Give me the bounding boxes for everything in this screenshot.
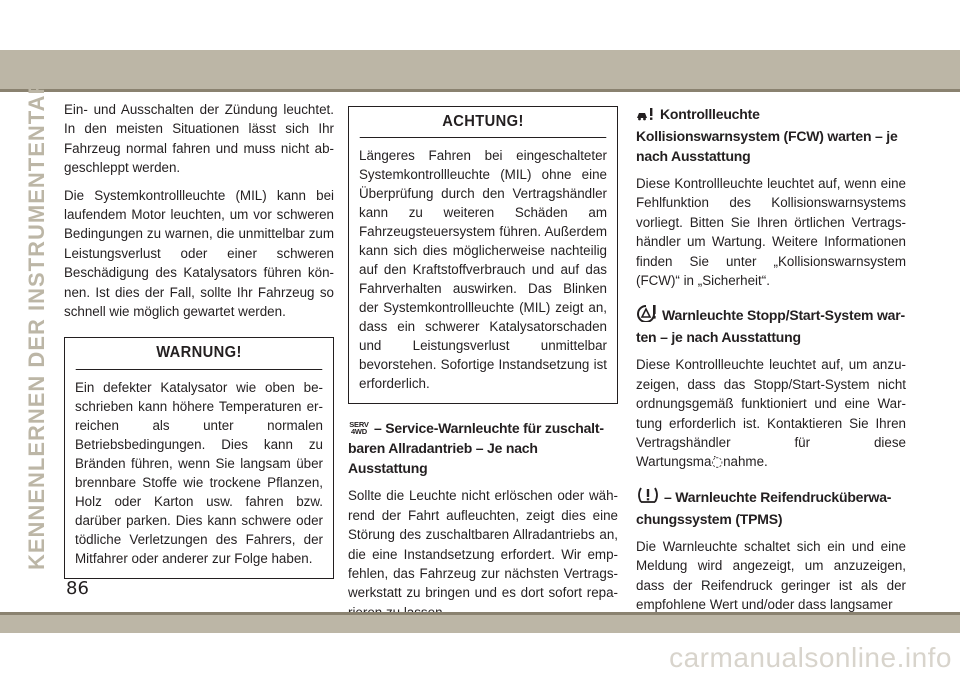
chapter-side-tab (22, 49, 52, 571)
watermark-url: carmanualsonline.info (669, 642, 952, 673)
warning-text: Ein defekter Katalysator wie oben beschrieben kann höhere Temperaturen erreichen als unter normalen Betriebsbedingungen. Dies kann zu Bränden führen, wenn Sie langsam über brennbare Stoffe wie trockene Pflanzen, Holz oder Karton usw. fahren bzw. darüber parken. Dies kann schwere oder tödliche Verletzungen des Fahrers, der Mitfahrer oder anderer zur Folge haben. (75, 379, 323, 566)
paragraph: Diese Kontrollleuchte leuchtet auf, um anzuzeigen, dass das Stopp/Start-System nicht ordnungsgemäß funktioniert und eine Wartung erforderlich ist. Kontaktieren Sie Ihren Vertragshändler für diese Wartungsma߭nahme. (636, 357, 906, 470)
paragraph: Die Warnleuchte schaltet sich ein und eine Meldung wird angezeigt, um anzuzeigen, dass der Reifendruck geringer ist als der empfohlene Wert und/oder dass langsamer (636, 538, 906, 613)
top-header (0, 0, 960, 50)
caution-text: Längeres Fahren bei eingeschalteter Systemkontrollleuchte (MIL) ohne eine Überprüfung durch den Vertragshändler kann zu weiteren Schäden am Fahrzeugsteuersystem führen. Außerdem kann sich dies möglicherweise nachteilig auf den Kraftstoffverbrauch und auf das Fahrverhalten auswirken. Das Blinken der Systemkontrollleuchte (MIL) zeigt an, dass ein schwerer Katalysatorschaden und Leistungsverlust unmittelbar bevorstehen. Sofortige Instandsetzung ist erforderlich. (359, 148, 607, 392)
section-heading-fcw (636, 104, 906, 166)
tire-pressure-icon (636, 486, 660, 509)
heading-text: Warnleuchte Stopp/Start-System warten – je nach Ausstattung (636, 307, 906, 346)
heading-text: Kontrollleuchte Kollisionswarnsystem (FCW) warten – je nach Ausstattung (636, 106, 898, 164)
warning-box (64, 337, 334, 578)
heading-text: – Service-Warnleuchte für zuschaltbaren Allradantrieb – Je nach Ausstattung (348, 420, 604, 477)
header-band (0, 50, 960, 89)
caution-box (348, 106, 618, 404)
header-rule (0, 89, 960, 92)
heading-text: – Warnleuchte Reifendrucküberwachungssystem (TPMS) (636, 488, 892, 527)
footer-band (0, 615, 960, 633)
stop-start-warning-icon (636, 304, 658, 327)
paragraph: Diese Kontrollleuchte leuchtet auf, wenn eine Fehlfunktion des Kollisionswarnsystems vorliegt. Bitten Sie Ihren örtlichen Vertragshändler um Wartung. Weitere Informationen finden Sie unter „Kollisionswarnsystem (FCW)“ in „Sicherheit“. (636, 176, 906, 289)
section-heading-serv-4wd (348, 418, 618, 478)
serv-4wd-icon: SERV 4WD (349, 419, 369, 437)
page-number: 86 (66, 578, 89, 599)
section-heading-tpms (636, 486, 906, 529)
section-heading-stop-start (636, 304, 906, 347)
chapter-title: KENNENLERNEN DER INSTRUMENTENTAFEL (24, 49, 50, 571)
paragraph: Sollte die Leuchte nicht erlöschen oder während der Fahrt aufleuchten, zeigt dies eine Störung des zuschaltbaren Allradantriebs an, die eine Instandsetzung erfordert. Wir empfehlen, das Fahrzeug zur nächsten Vertragswerkstatt zu bringen und es dort sofort repa (348, 488, 618, 601)
warning-title: WARNUNG! (76, 338, 323, 369)
paragraph: Die Systemkontrollleuchte (MIL) kann bei laufendem Motor leuchten, um vor schweren Bedingungen zu warnen, die unmittelbar zum Leistungsverlust oder einer schweren Beschädigung des Katalysators führen können. Ist dies der Fall, sollte Ihr Fahrzeug so schnell wie möglich gewartet werden. (64, 187, 334, 320)
column-left (64, 100, 334, 579)
collision-warning-icon (636, 106, 656, 126)
caution-title: ACHTUNG! (360, 107, 607, 138)
paragraph: Ein- und Ausschalten der Zündung leuchtet. In den meisten Situationen lässt sich Ihr Fahrzeug normal fahren und muss nicht abgeschleppt werden. (64, 102, 334, 176)
column-right (636, 100, 906, 623)
column-middle (348, 100, 618, 630)
